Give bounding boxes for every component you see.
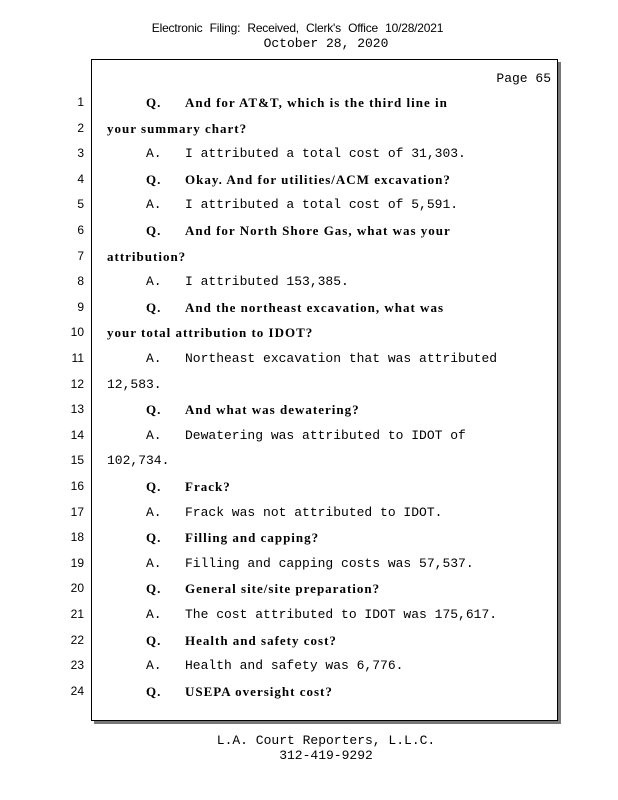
transcript-line	[0, 295, 618, 321]
speaker-label: A.	[146, 555, 162, 571]
transcript-line	[0, 423, 618, 449]
continuation-text	[107, 372, 162, 398]
speaker-label: A.	[146, 351, 162, 366]
answer-text	[146, 192, 458, 218]
line-text: General site/site preparation?	[185, 581, 381, 597]
line-text: Health and safety cost?	[185, 632, 337, 648]
line-number: 17	[70, 504, 84, 519]
transcript-line	[0, 372, 618, 398]
question-text	[146, 628, 337, 654]
line-text: Filling and capping?	[185, 530, 320, 546]
speaker-label: Q.	[146, 171, 162, 187]
line-text: And the northeast excavation, what was	[185, 299, 444, 315]
transcript-line	[0, 679, 618, 705]
question-text	[146, 576, 380, 602]
speaker-label: A.	[146, 427, 162, 443]
line-text: I attributed a total cost of 5,591.	[185, 197, 459, 213]
line-number: 22	[70, 632, 84, 647]
line-text: Frack was not attributed to IDOT.	[185, 504, 443, 520]
line-number: 6	[77, 223, 84, 237]
line-text: And for North Shore Gas, what was your	[185, 223, 451, 238]
line-number: 1	[77, 95, 84, 109]
page-number: Page 65	[496, 71, 551, 86]
reporter-firm: L.A. Court Reporters, L.L.C.	[216, 733, 436, 748]
line-number: 4	[77, 171, 84, 186]
answer-text	[146, 551, 474, 577]
question-text	[146, 90, 448, 116]
transcript-line	[0, 448, 618, 474]
line-number: 23	[70, 658, 84, 673]
answer-text	[146, 346, 497, 372]
transcript-line	[0, 218, 618, 244]
continuation-text	[107, 116, 247, 142]
line-number: 19	[70, 555, 84, 570]
transcript-line	[0, 167, 618, 193]
transcript-line	[0, 346, 618, 372]
reporter-phone: 312-419-9292	[279, 748, 373, 763]
answer-text	[146, 500, 442, 526]
speaker-label: Q.	[146, 299, 162, 315]
question-text	[146, 295, 444, 321]
line-number: 3	[77, 146, 84, 161]
line-number: 11	[71, 351, 84, 365]
speaker-label: A.	[146, 504, 162, 520]
continuation-text	[107, 448, 169, 474]
line-number: 16	[70, 479, 84, 493]
speaker-label: A.	[146, 274, 162, 290]
line-text: Health and safety was 6,776.	[185, 658, 404, 674]
transcript-line	[0, 244, 618, 270]
line-text: Northeast excavation that was attributed	[185, 351, 498, 366]
answer-text	[146, 141, 466, 167]
transcript-line	[0, 141, 618, 167]
line-text: Dewatering was attributed to IDOT of	[185, 427, 466, 443]
question-text	[146, 167, 451, 193]
filing-stamp: Electronic Filing: Received, Clerk's Office 10/28/2021	[151, 21, 444, 35]
line-number: 14	[70, 427, 84, 442]
question-text	[146, 474, 231, 500]
line-text: I attributed a total cost of 31,303.	[185, 146, 466, 162]
speaker-label: Q.	[146, 402, 162, 418]
line-text: 102,734.	[107, 453, 170, 469]
line-text: attribution?	[107, 248, 187, 264]
answer-text	[146, 269, 349, 295]
line-number: 24	[70, 683, 84, 698]
line-number: 12	[70, 376, 84, 391]
line-text: your total attribution to IDOT?	[107, 325, 314, 341]
line-number: 15	[70, 453, 84, 468]
transcript-line	[0, 116, 618, 142]
question-text	[146, 525, 319, 551]
deposition-date: October 28, 2020	[263, 36, 389, 51]
continuation-text	[107, 320, 313, 346]
transcript-line	[0, 320, 618, 346]
answer-text	[146, 602, 497, 628]
transcript-line	[0, 192, 618, 218]
transcript-line	[0, 90, 618, 116]
line-text: 12,583.	[107, 376, 162, 392]
speaker-label: Q.	[146, 95, 162, 110]
speaker-label: A.	[146, 146, 162, 162]
line-text: I attributed 153,385.	[185, 274, 349, 290]
transcript-line	[0, 269, 618, 295]
line-number: 20	[70, 581, 84, 596]
speaker-label: Q.	[146, 223, 162, 238]
line-text: The cost attributed to IDOT was 175,617.	[185, 607, 498, 622]
answer-text	[146, 423, 466, 449]
transcript-line	[0, 576, 618, 602]
line-number: 18	[70, 530, 84, 545]
answer-text	[146, 653, 403, 679]
transcript-line	[0, 628, 618, 654]
speaker-label: Q.	[146, 683, 162, 699]
question-text	[146, 397, 360, 423]
transcript-line	[0, 525, 618, 551]
transcript-line	[0, 551, 618, 577]
line-text: Filling and capping costs was 57,537.	[185, 555, 474, 571]
line-text: Frack?	[185, 479, 231, 494]
line-number: 5	[77, 197, 84, 212]
speaker-label: Q.	[146, 632, 162, 648]
transcript-line	[0, 474, 618, 500]
line-text: And for AT&T, which is the third line in	[185, 95, 448, 110]
transcript-line	[0, 653, 618, 679]
line-number: 8	[77, 274, 84, 289]
question-text	[146, 679, 333, 705]
line-number: 2	[77, 120, 84, 135]
speaker-label: A.	[146, 658, 162, 674]
line-text: And what was dewatering?	[185, 402, 360, 418]
line-number: 10	[70, 325, 84, 340]
line-text: your summary chart?	[107, 120, 248, 136]
speaker-label: A.	[146, 607, 162, 622]
speaker-label: Q.	[146, 479, 162, 494]
question-text	[146, 218, 451, 244]
line-number: 9	[77, 299, 84, 314]
speaker-label: Q.	[146, 581, 162, 597]
speaker-label: Q.	[146, 530, 162, 546]
line-number: 21	[70, 607, 84, 621]
transcript-line	[0, 602, 618, 628]
continuation-text	[107, 244, 186, 270]
transcript-line	[0, 500, 618, 526]
speaker-label: A.	[146, 197, 162, 213]
transcript-line	[0, 397, 618, 423]
line-text: Okay. And for utilities/ACM excavation?	[185, 171, 451, 187]
line-number: 7	[77, 248, 84, 263]
line-text: USEPA oversight cost?	[185, 683, 333, 699]
line-number: 13	[70, 402, 84, 417]
